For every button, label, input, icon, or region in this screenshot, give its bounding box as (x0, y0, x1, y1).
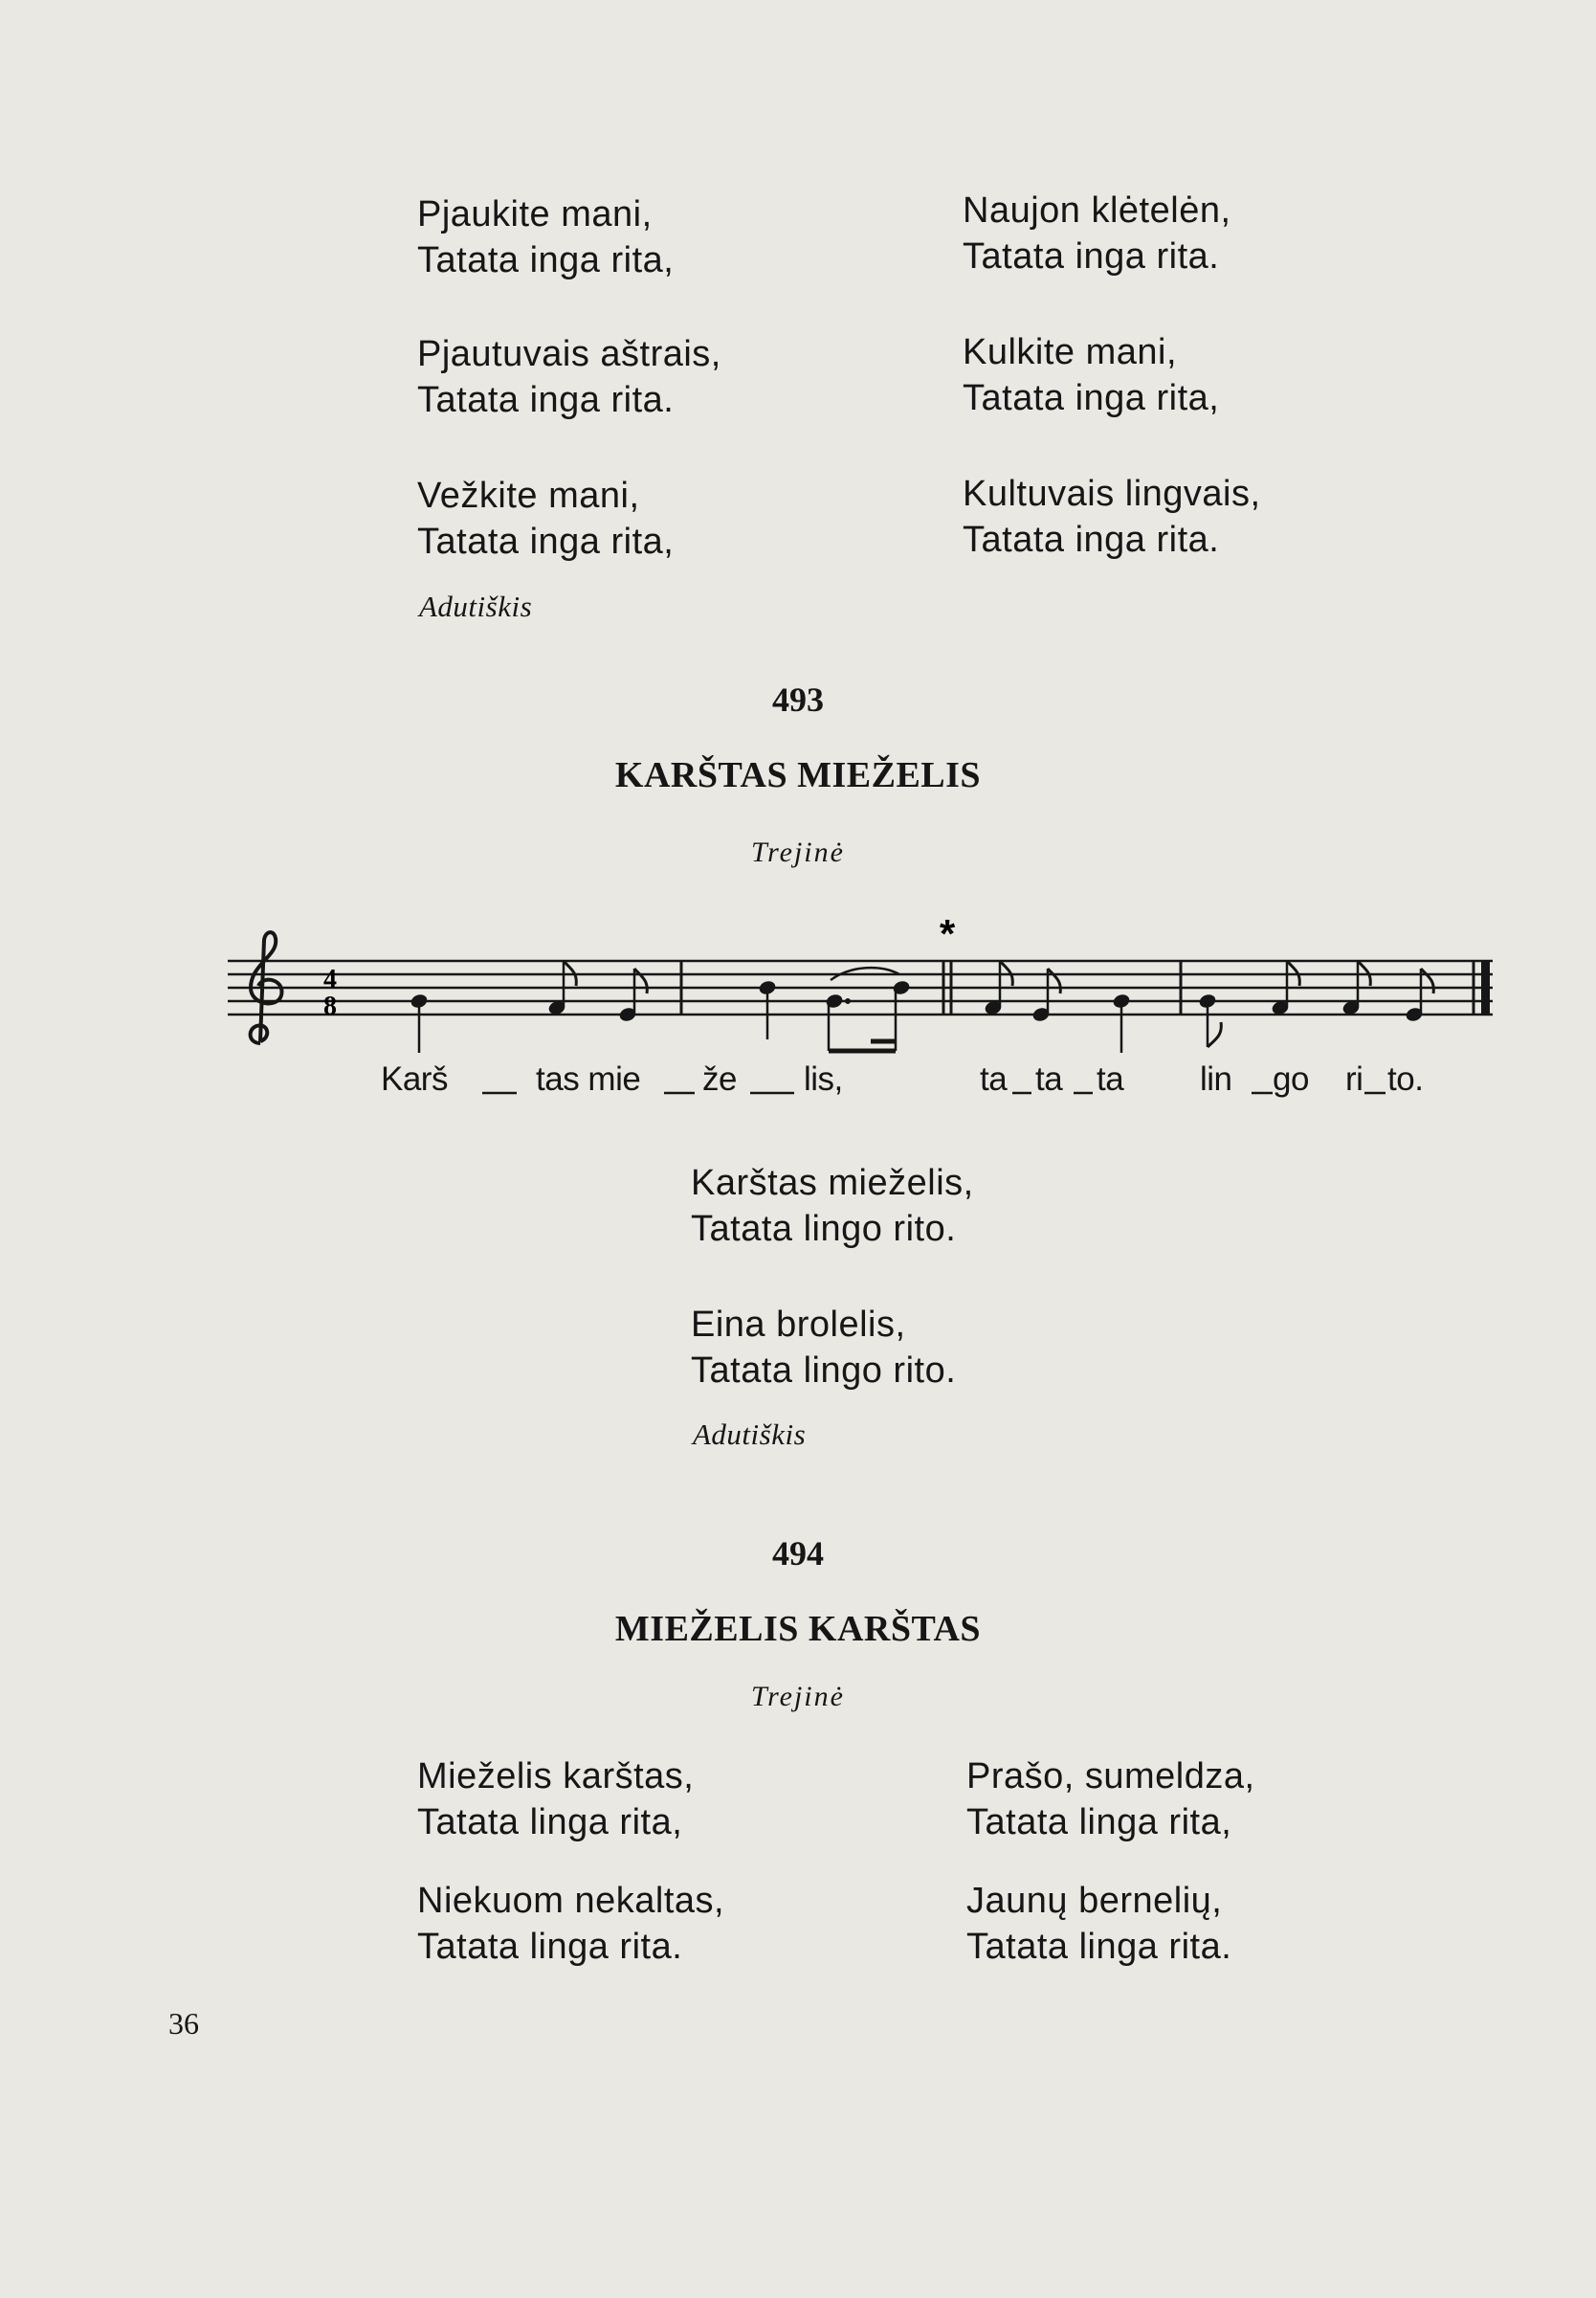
verse-line: Tatata linga rita. (966, 1927, 1232, 1967)
stanza (417, 1753, 694, 1845)
song-title: KARŠTAS MIEŽELIS (614, 755, 982, 795)
note (1112, 993, 1130, 1053)
final-bar (1481, 961, 1490, 1015)
verse-line: Tatata inga rita. (963, 236, 1220, 277)
lyric-syllable: ta (1097, 1060, 1124, 1098)
verse-line: Tatata linga rita, (417, 1802, 683, 1842)
verse-line: Jaunų bernelių, (966, 1881, 1223, 1921)
lyric-syllable: lis, (804, 1060, 843, 1098)
time-signature-bottom: 8 (323, 992, 337, 1021)
note (410, 993, 428, 1053)
lyric-syllable: lin (1200, 1060, 1232, 1098)
verse-line: Tatata inga rita, (963, 378, 1220, 418)
lyric-syllable: ta (980, 1060, 1008, 1098)
stanza (966, 1753, 1255, 1845)
verse-line: Tatata linga rita, (966, 1802, 1232, 1842)
place-of-recording: Adutiškis (693, 1417, 807, 1451)
lyric-syllable: tas mie (536, 1060, 641, 1098)
verse-line: Pjautuvais aštrais, (417, 334, 721, 374)
place-of-recording: Adutiškis (419, 590, 533, 623)
note (758, 980, 776, 1039)
verse-line: Kultuvais lingvais, (963, 474, 1261, 514)
verse-line: Niekuom nekaltas, (417, 1881, 725, 1921)
verse-line: Eina brolelis, (691, 1305, 906, 1345)
song-title: MIEŽELIS KARŠTAS (614, 1609, 982, 1649)
verse-line: Tatata inga rita. (417, 380, 675, 420)
asterisk-mark: * (939, 911, 956, 956)
stanza (417, 1878, 724, 1970)
verse-line: Vežkite mani, (417, 476, 640, 516)
song-number: 494 (772, 1534, 824, 1573)
stanza (691, 1160, 974, 1252)
verse-line: Tatata inga rita, (417, 522, 675, 562)
lyric-syllable: Karš (381, 1060, 448, 1098)
verse-line: Mieželis karštas, (417, 1756, 695, 1796)
lyric-syllable: ta (1035, 1060, 1063, 1098)
lyric-syllable: go (1273, 1060, 1309, 1098)
song-number: 493 (772, 680, 824, 719)
verse-line: Pjaukite mani, (417, 194, 653, 234)
lyric-syllable: to. (1387, 1060, 1424, 1098)
verse-line: Tatata lingo rito. (691, 1350, 957, 1391)
song-genre: Trejinė (751, 837, 845, 868)
lyric-syllable: ri (1345, 1060, 1363, 1098)
stanza (966, 1878, 1231, 1970)
verse-line: Tatata linga rita. (417, 1927, 683, 1967)
note (825, 968, 910, 1051)
time-signature-top: 4 (323, 965, 337, 994)
verse-line: Naujon klėtelėn, (963, 190, 1231, 231)
song-genre: Trejinė (751, 1681, 845, 1712)
verse-line: Prašo, sumeldza, (966, 1756, 1255, 1796)
verse-line: Kulkite mani, (963, 332, 1178, 372)
lyric-syllable: že (702, 1060, 737, 1098)
verse-line: Tatata inga rita, (417, 240, 675, 280)
verse-line: Tatata inga rita. (963, 520, 1220, 560)
page-number: 36 (168, 2006, 199, 2041)
stanza (691, 1302, 956, 1394)
verse-line: Tatata lingo rito. (691, 1209, 957, 1249)
verse-line: Karštas mieželis, (691, 1163, 974, 1203)
